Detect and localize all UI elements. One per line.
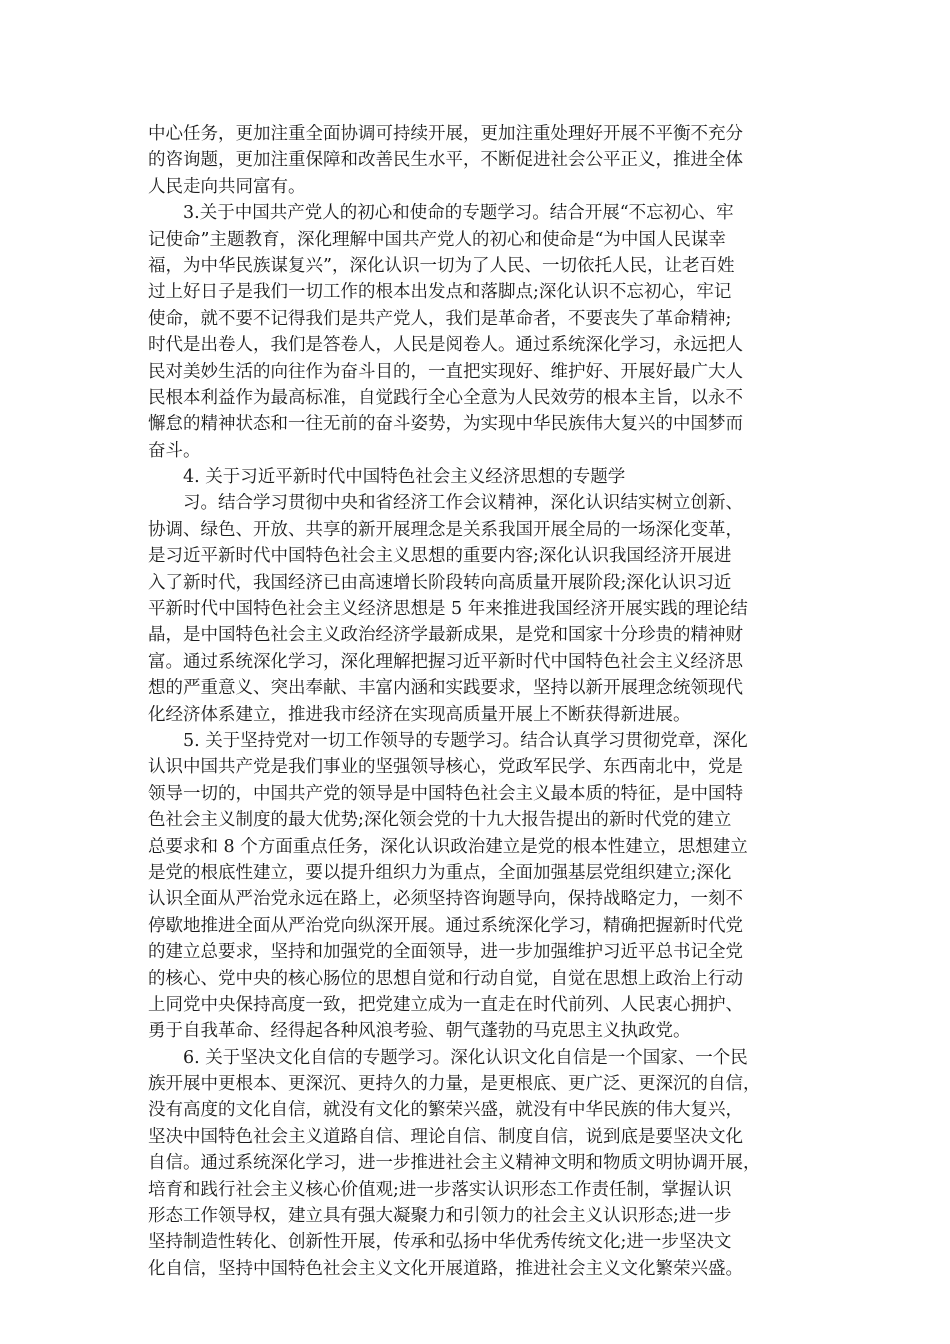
- text-line: 协调、绿色、开放、共享的新开展理念是关系我国开展全局的一场深化变革，: [148, 519, 743, 540]
- text-line: 4. 关于习近平新时代中国特色社会主义经济思想的专题学: [183, 467, 626, 488]
- text-line: 领导一切的，中国共产党的领导是中国特色社会主义最本质的特征，是中国特: [148, 783, 743, 804]
- text-line: 奋斗。: [148, 440, 201, 461]
- text-line: 勇于自我革命、经得起各种风浪考验、朝气蓬勃的马克思主义执政党。: [148, 1021, 691, 1042]
- text-line: 坚持制造性转化、创新性开展，传承和弘扬中华优秀传统文化;进一步坚决文: [148, 1232, 732, 1253]
- text-line: 坚决中国特色社会主义道路自信、理论自信、制度自信，说到底是要坚决文化: [148, 1126, 743, 1147]
- text-line: 认识中国共产党是我们事业的坚强领导核心，党政军民学、东西南北中，党是: [148, 757, 743, 778]
- paragraph: [148, 121, 813, 200]
- text-line: 民根本利益作为最高标准，自觉践行全心全意为人民效劳的根本主旨，以永不: [148, 387, 743, 408]
- text-line: 上同党中央保持高度一致，把党建立成为一直走在时代前列、人民衷心拥护、: [148, 994, 743, 1015]
- text-line: 6. 关于坚决文化自信的专题学习。深化认识文化自信是一个国家、一个民: [183, 1047, 748, 1068]
- text-line: 化自信，坚持中国特色社会主义文化开展道路，推进社会主义文化繁荣兴盛。: [148, 1258, 743, 1279]
- text-line: 想的严重意义、突出奉献、丰富内涵和实践要求，坚持以新开展理念统领现代: [148, 678, 743, 699]
- text-line: 习。结合学习贯彻中央和省经济工作会议精神，深化认识结实树立创新、: [183, 493, 743, 514]
- paragraph: [148, 464, 813, 490]
- text-line: 停歇地推进全面从严治党向纵深开展。通过系统深化学习，精确把握新时代党: [148, 915, 743, 936]
- text-line: 的核心、党中央的核心肠位的思想自觉和行动自觉，自觉在思想上政治上行动: [148, 968, 743, 989]
- document-body: [148, 121, 813, 1282]
- text-line: 富。通过系统深化学习，深化理解把握习近平新时代中国特色社会主义经济思: [148, 651, 743, 672]
- text-line: 福，为中华民族谋复兴”，深化认识一切为了人民、一切依托人民，让老百姓: [148, 255, 735, 276]
- text-line: 化经济体系建立，推进我市经济在实现高质量开展上不断获得新进展。: [148, 704, 691, 725]
- text-line: 自信。通过系统深化学习，进一步推进社会主义精神文明和物质文明协调开展，: [148, 1153, 761, 1174]
- text-line: 没有高度的文化自信，就没有文化的繁荣兴盛，就没有中华民族的伟大复兴，: [148, 1100, 743, 1121]
- text-line: 的咨询题，更加注重保障和改善民生水平，不断促进社会公平正义，推进全体: [148, 150, 743, 171]
- paragraph: [148, 728, 813, 1045]
- text-line: 记使命”主题教育，深化理解中国共产党人的初心和使命是“为中国人民谋幸: [148, 229, 726, 250]
- text-line: 人民走向共同富有。: [148, 176, 306, 197]
- text-line: 认识全面从严治党永远在路上，必须坚持咨询题导向，保持战略定力，一刻不: [148, 889, 743, 910]
- text-line: 使命，就不要不记得我们是共产党人，我们是革命者，不要丧失了革命精神;: [148, 308, 732, 329]
- text-line: 5. 关于坚持党对一切工作领导的专题学习。结合认真学习贯彻党章，深化: [183, 730, 748, 751]
- text-line: 3.关于中国共产党人的初心和使命的专题学习。结合开展“不忘初心、牢: [183, 203, 734, 224]
- paragraph: [148, 1045, 813, 1283]
- text-line: 过上好日子是我们一切工作的根本出发点和落脚点;深化认识不忘初心，牢记: [148, 282, 732, 303]
- paragraph: [148, 490, 813, 728]
- text-line: 总要求和 8 个方面重点任务，深化认识政治建立是党的根本性建立，思想建立: [148, 836, 748, 857]
- text-line: 族开展中更根本、更深沉、更持久的力量，是更根底、更广泛、更深沉的自信，: [148, 1074, 761, 1095]
- text-line: 时代是出卷人，我们是答卷人，人民是阅卷人。通过系统深化学习，永远把人: [148, 335, 743, 356]
- text-line: 是党的根底性建立，要以提升组织力为重点，全面加强基层党组织建立;深化: [148, 862, 732, 883]
- text-line: 平新时代中国特色社会主义经济思想是 5 年来推进我国经济开展实践的理论结: [148, 599, 748, 620]
- text-line: 形态工作领导权，建立具有强大凝聚力和引领力的社会主义认识形态;进一步: [148, 1206, 732, 1227]
- text-line: 是习近平新时代中国特色社会主义思想的重要内容;深化认识我国经济开展进: [148, 546, 732, 567]
- paragraph: [148, 200, 813, 464]
- text-line: 色社会主义制度的最大优势;深化领会党的十九大报告提出的新时代党的建立: [148, 810, 732, 831]
- text-line: 培育和践行社会主义核心价值观;进一步落实认识形态工作责任制，掌握认识: [148, 1179, 732, 1200]
- text-line: 中心任务，更加注重全面协调可持续开展，更加注重处理好开展不平衡不充分: [148, 124, 743, 144]
- text-line: 晶，是中国特色社会主义政治经济学最新成果，是党和国家十分珍贵的精神财: [148, 625, 743, 646]
- text-line: 懈怠的精神状态和一往无前的奋斗姿势，为实现中华民族伟大复兴的中国梦而: [148, 414, 743, 435]
- text-line: 入了新时代，我国经济已由高速增长阶段转向高质量开展阶段;深化认识习近: [148, 572, 732, 593]
- text-line: 民对美妙生活的向往作为奋斗目的，一直把实现好、维护好、开展好最广大人: [148, 361, 743, 382]
- text-line: 的建立总要求，坚持和加强党的全面领导，进一步加强维护习近平总书记全党: [148, 942, 743, 963]
